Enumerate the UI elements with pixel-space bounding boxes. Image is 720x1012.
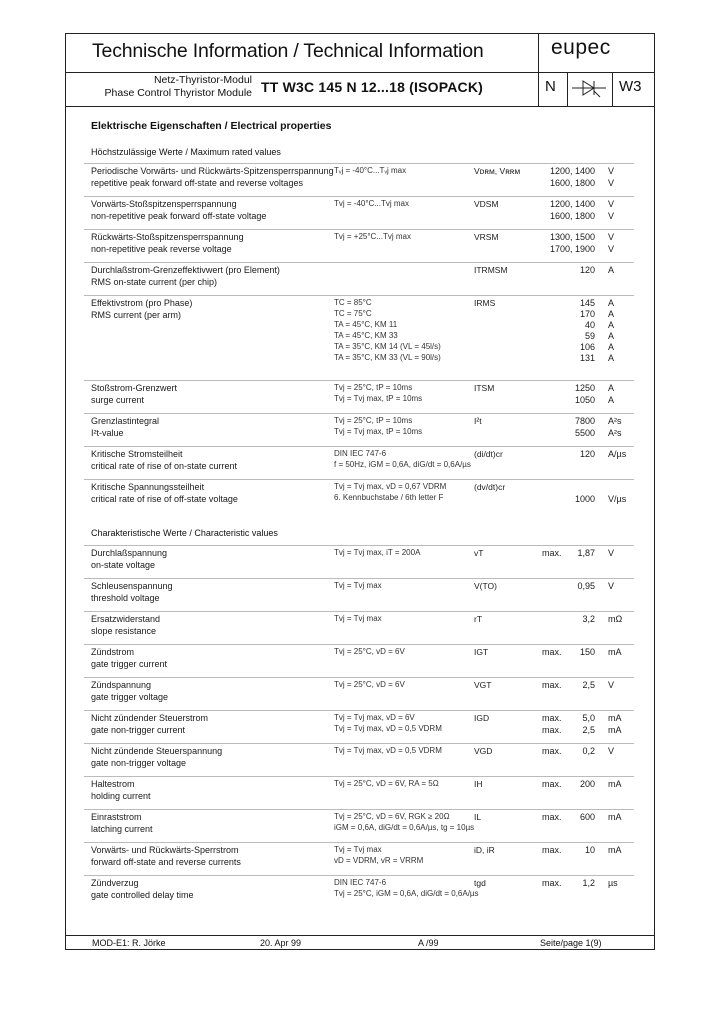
- param-condition: DIN IEC 747-6: [334, 449, 387, 458]
- subtitle-en: Phase Control Thyristor Module: [104, 87, 252, 99]
- param-condition: Tvj = Tvj max, iT = 200A: [334, 548, 421, 557]
- param-value: 1600, 1800: [549, 178, 595, 188]
- param-name-en: slope resistance: [91, 626, 157, 636]
- param-name-en: RMS current (per arm): [91, 310, 182, 320]
- param-qualifier: max.: [542, 725, 562, 735]
- param-condition: Tvj = Tvj max, tP = 10ms: [334, 427, 423, 436]
- param-condition: TA = 45°C, KM 11: [334, 320, 398, 329]
- param-unit: A: [608, 342, 615, 352]
- param-unit: V: [608, 166, 615, 176]
- param-value: 10: [584, 845, 595, 855]
- header-circuit-divider-2: [612, 72, 613, 106]
- circuit-code: W3: [619, 78, 642, 95]
- param-unit: V/µs: [608, 494, 627, 504]
- param-value: 5500: [574, 428, 595, 438]
- param-condition: Tvj = 25°C, tP = 10ms: [334, 416, 413, 425]
- param-name-de: Vorwärts-Stoßspitzensperrspannung: [91, 199, 237, 209]
- param-qualifier: max.: [542, 548, 562, 558]
- param-unit: mA: [608, 845, 622, 855]
- max-row-divider: [84, 479, 634, 480]
- param-symbol: Vᴅʀᴍ, Vʀʀᴍ: [474, 166, 521, 176]
- param-unit: V: [608, 199, 615, 209]
- param-value: 200: [579, 779, 595, 789]
- max-rated-heading: Höchstzulässige Werte / Maximum rated values: [91, 147, 281, 157]
- header-circuit-divider-1: [567, 72, 568, 106]
- header-logo-divider: [538, 33, 539, 106]
- max-row-divider: [84, 295, 634, 296]
- param-name-de: Haltestrom: [91, 779, 135, 789]
- param-name-de: Zündspannung: [91, 680, 152, 690]
- param-unit: mA: [608, 713, 622, 723]
- param-condition: Tvj = 25°C, vD = 6V, RGK ≥ 20Ω: [334, 812, 450, 821]
- max-row-divider: [84, 380, 634, 381]
- param-value: 1200, 1400: [549, 199, 595, 209]
- param-name-en: critical rate of rise of on-state current: [91, 461, 238, 471]
- subtitle-de: Netz-Thyristor-Modul: [153, 74, 252, 86]
- param-unit: A: [608, 331, 615, 341]
- param-value: 1,2: [582, 878, 595, 888]
- section-electrical-properties: Elektrische Eigenschaften / Electrical properties: [91, 120, 332, 132]
- char-row-divider: [84, 875, 634, 876]
- param-value: 40: [584, 320, 595, 330]
- header-bottom-line: [66, 106, 655, 107]
- param-condition: Tvj = Tvj max, vD = 6V: [334, 713, 415, 722]
- param-unit: A: [608, 383, 615, 393]
- param-value: 3,2: [582, 614, 595, 624]
- param-value: 1000: [574, 494, 595, 504]
- param-name-en: RMS on-state current (per chip): [91, 277, 218, 287]
- footer-date: 20. Apr 99: [260, 938, 302, 948]
- param-symbol: ITSM: [474, 383, 495, 393]
- param-unit: µs: [608, 878, 618, 888]
- param-value: 120: [579, 449, 595, 459]
- param-qualifier: max.: [542, 680, 562, 690]
- param-name-de: Zündverzug: [91, 878, 139, 888]
- param-name-en: gate trigger voltage: [91, 692, 169, 702]
- param-unit: A: [608, 265, 615, 275]
- param-condition: f = 50Hz, iGM = 0,6A, diG/dt = 0,6A/µs: [334, 460, 471, 469]
- param-condition: Tᵥj = -40°C...Tᵥj max: [334, 166, 407, 175]
- param-symbol: IGD: [474, 713, 490, 723]
- param-condition: Tvj = 25°C, vD = 6V, RA = 5Ω: [334, 779, 439, 788]
- param-condition: iGM = 0,6A, diG/dt = 0,6A/µs, tg = 10µs: [334, 823, 475, 832]
- param-symbol: VGT: [474, 680, 492, 690]
- param-condition: TC = 85°C: [334, 298, 372, 307]
- char-row-divider: [84, 809, 634, 810]
- param-unit: A²s: [608, 428, 622, 438]
- max-row-divider: [84, 413, 634, 414]
- param-condition: Tvj = 25°C, vD = 6V: [334, 680, 405, 689]
- param-symbol: vT: [474, 548, 484, 558]
- param-name-en: threshold voltage: [91, 593, 160, 603]
- param-value: 1700, 1900: [549, 244, 595, 254]
- param-unit: mA: [608, 779, 622, 789]
- param-value: 0,2: [582, 746, 595, 756]
- param-qualifier: max.: [542, 746, 562, 756]
- param-value: 145: [579, 298, 595, 308]
- param-name-de: Durchlaßspannung: [91, 548, 168, 558]
- param-unit: mA: [608, 812, 622, 822]
- param-qualifier: max.: [542, 779, 562, 789]
- param-name-de: Grenzlastintegral: [91, 416, 160, 426]
- eupec-logo: eupec: [551, 36, 611, 59]
- char-row-divider: [84, 776, 634, 777]
- max-row-divider: [84, 196, 634, 197]
- param-value: 120: [579, 265, 595, 275]
- param-name-en: surge current: [91, 395, 145, 405]
- param-name-de: Rückwärts-Stoßspitzensperrspannung: [91, 232, 244, 242]
- footer-line: [66, 935, 655, 936]
- param-condition: Tvj = Tvj max: [334, 845, 382, 854]
- param-condition: Tvj = +25°C...Tvj max: [334, 232, 411, 241]
- param-qualifier: max.: [542, 878, 562, 888]
- param-unit: V: [608, 211, 615, 221]
- param-name-de: Schleusenspannung: [91, 581, 173, 591]
- param-symbol: IGT: [474, 647, 489, 657]
- param-name-en: gate trigger current: [91, 659, 168, 669]
- param-symbol: IH: [474, 779, 483, 789]
- param-value: 1250: [574, 383, 595, 393]
- param-condition: Tvj = Tvj max, vD = 0,67 VDRM: [334, 482, 447, 491]
- max-row-divider: [84, 446, 634, 447]
- max-row-divider: [84, 262, 634, 263]
- param-name-en: critical rate of rise of off-state voltage: [91, 494, 238, 504]
- param-value: 2,5: [582, 680, 595, 690]
- param-symbol: VDSM: [474, 199, 499, 209]
- param-name-de: Nicht zündender Steuerstrom: [91, 713, 209, 723]
- page-title: Technische Information / Technical Information: [92, 40, 484, 62]
- param-unit: A: [608, 395, 615, 405]
- char-row-divider: [84, 545, 634, 546]
- param-value: 106: [579, 342, 595, 352]
- param-unit: mA: [608, 725, 622, 735]
- param-unit: V: [608, 548, 615, 558]
- param-name-de: Durchlaßstrom-Grenzeffektivwert (pro Element): [91, 265, 280, 275]
- param-unit: mA: [608, 647, 622, 657]
- param-name-en: repetitive peak forward off-state and reverse voltages: [91, 178, 303, 188]
- param-unit: A: [608, 298, 615, 308]
- param-value: 2,5: [582, 725, 595, 735]
- footer-revision: A /99: [418, 938, 439, 948]
- param-condition: Tvj = 25°C, tP = 10ms: [334, 383, 413, 392]
- param-value: 7800: [574, 416, 595, 426]
- param-condition: Tvj = 25°C, vD = 6V: [334, 647, 405, 656]
- param-value: 59: [584, 331, 595, 341]
- param-unit: V: [608, 178, 615, 188]
- param-symbol: (di/dt)cr: [474, 449, 503, 459]
- param-qualifier: max.: [542, 845, 562, 855]
- param-symbol: tgd: [474, 878, 486, 888]
- param-condition: DIN IEC 747-6: [334, 878, 387, 887]
- param-unit: A: [608, 320, 615, 330]
- param-symbol: iD, iR: [474, 845, 495, 855]
- param-qualifier: max.: [542, 647, 562, 657]
- param-unit: V: [608, 581, 615, 591]
- param-qualifier: max.: [542, 713, 562, 723]
- char-row-divider: [84, 644, 634, 645]
- param-name-de: Kritische Stromsteilheit: [91, 449, 183, 459]
- param-unit: A: [608, 309, 615, 319]
- footer-author: MOD-E1: R. Jörke: [92, 938, 166, 948]
- param-name-de: Nicht zündende Steuerspannung: [91, 746, 223, 756]
- param-unit: mΩ: [608, 614, 623, 624]
- param-condition: TA = 35°C, KM 14 (VL = 45l/s): [334, 342, 441, 351]
- param-name-en: gate non-trigger current: [91, 725, 186, 735]
- max-row-divider: [84, 229, 634, 230]
- param-name-en: gate controlled delay time: [91, 890, 194, 900]
- param-condition: Tvj = Tvj max: [334, 581, 382, 590]
- param-name-en: non-repetitive peak forward off-state voltage: [91, 211, 267, 221]
- param-value: 1600, 1800: [549, 211, 595, 221]
- char-row-divider: [84, 578, 634, 579]
- param-value: 131: [579, 353, 595, 363]
- param-value: 150: [579, 647, 595, 657]
- param-condition: TA = 35°C, KM 33 (VL = 90l/s): [334, 353, 441, 362]
- param-unit: A²s: [608, 416, 622, 426]
- param-name-de: Effektivstrom (pro Phase): [91, 298, 193, 308]
- param-name-de: Stoßstrom-Grenzwert: [91, 383, 178, 393]
- circuit-letter: N: [545, 78, 556, 95]
- param-name-en: gate non-trigger voltage: [91, 758, 187, 768]
- char-row-divider: [84, 842, 634, 843]
- char-row-divider: [84, 710, 634, 711]
- param-symbol: IRMS: [474, 298, 496, 308]
- param-name-en: I²t-value: [91, 428, 124, 438]
- param-name-de: Zündstrom: [91, 647, 135, 657]
- param-name-en: holding current: [91, 791, 151, 801]
- param-value: 1050: [574, 395, 595, 405]
- param-symbol: ITRMSM: [474, 265, 508, 275]
- param-name-de: Ersatzwiderstand: [91, 614, 161, 624]
- param-condition: Tvj = Tvj max, vD = 0,5 VDRM: [334, 724, 442, 733]
- param-condition: Tvj = Tvj max, tP = 10ms: [334, 394, 423, 403]
- param-condition: Tvj = 25°C, iGM = 0,6A, diG/dt = 0,6A/µs: [334, 889, 479, 898]
- param-value: 5,0: [582, 713, 595, 723]
- type-designation: TT W3C 145 N 12...18 (ISOPACK): [261, 79, 484, 95]
- param-name-de: Kritische Spannungssteilheit: [91, 482, 205, 492]
- param-name-en: forward off-state and reverse currents: [91, 857, 241, 867]
- param-value: 600: [579, 812, 595, 822]
- param-qualifier: max.: [542, 812, 562, 822]
- char-row-divider: [84, 611, 634, 612]
- param-unit: V: [608, 746, 615, 756]
- param-condition: TA = 45°C, KM 33: [334, 331, 398, 340]
- param-value: 1,87: [577, 548, 595, 558]
- param-symbol: rT: [474, 614, 483, 624]
- param-name-en: non-repetitive peak reverse voltage: [91, 244, 232, 254]
- char-row-divider: [84, 677, 634, 678]
- param-symbol: (dv/dt)cr: [474, 482, 506, 492]
- param-name-en: on-state voltage: [91, 560, 156, 570]
- param-name-de: Periodische Vorwärts- und Rückwärts-Spitzensperrspannung: [91, 166, 334, 176]
- char-row-divider: [84, 743, 634, 744]
- param-name-de: Vorwärts- und Rückwärts-Sperrstrom: [91, 845, 239, 855]
- param-name-de: Einraststrom: [91, 812, 142, 822]
- param-condition: Tvj = -40°C...Tvj max: [334, 199, 409, 208]
- param-value: 170: [579, 309, 595, 319]
- param-unit: A/µs: [608, 449, 627, 459]
- param-name-en: latching current: [91, 824, 153, 834]
- param-unit: A: [608, 353, 615, 363]
- param-symbol: VGD: [474, 746, 493, 756]
- param-condition: TC = 75°C: [334, 309, 372, 318]
- max-row-divider: [84, 163, 634, 164]
- param-value: 1200, 1400: [549, 166, 595, 176]
- param-symbol: I²t: [474, 416, 482, 426]
- param-symbol: V(TO): [474, 581, 497, 591]
- param-value: 0,95: [577, 581, 595, 591]
- thyristor-symbol-icon: [572, 78, 606, 103]
- param-unit: V: [608, 232, 615, 242]
- param-value: 1300, 1500: [549, 232, 595, 242]
- param-condition: Tvj = Tvj max, vD = 0,5 VDRM: [334, 746, 442, 755]
- param-symbol: VRSM: [474, 232, 499, 242]
- param-condition: vD = VDRM, vR = VRRM: [334, 856, 424, 865]
- param-unit: V: [608, 680, 615, 690]
- param-condition: Tvj = Tvj max: [334, 614, 382, 623]
- characteristic-heading: Charakteristische Werte / Characteristic values: [91, 528, 278, 538]
- param-unit: V: [608, 244, 615, 254]
- footer-page: Seite/page 1(9): [540, 938, 602, 948]
- param-condition: 6. Kennbuchstabe / 6th letter F: [334, 493, 444, 502]
- param-symbol: IL: [474, 812, 482, 822]
